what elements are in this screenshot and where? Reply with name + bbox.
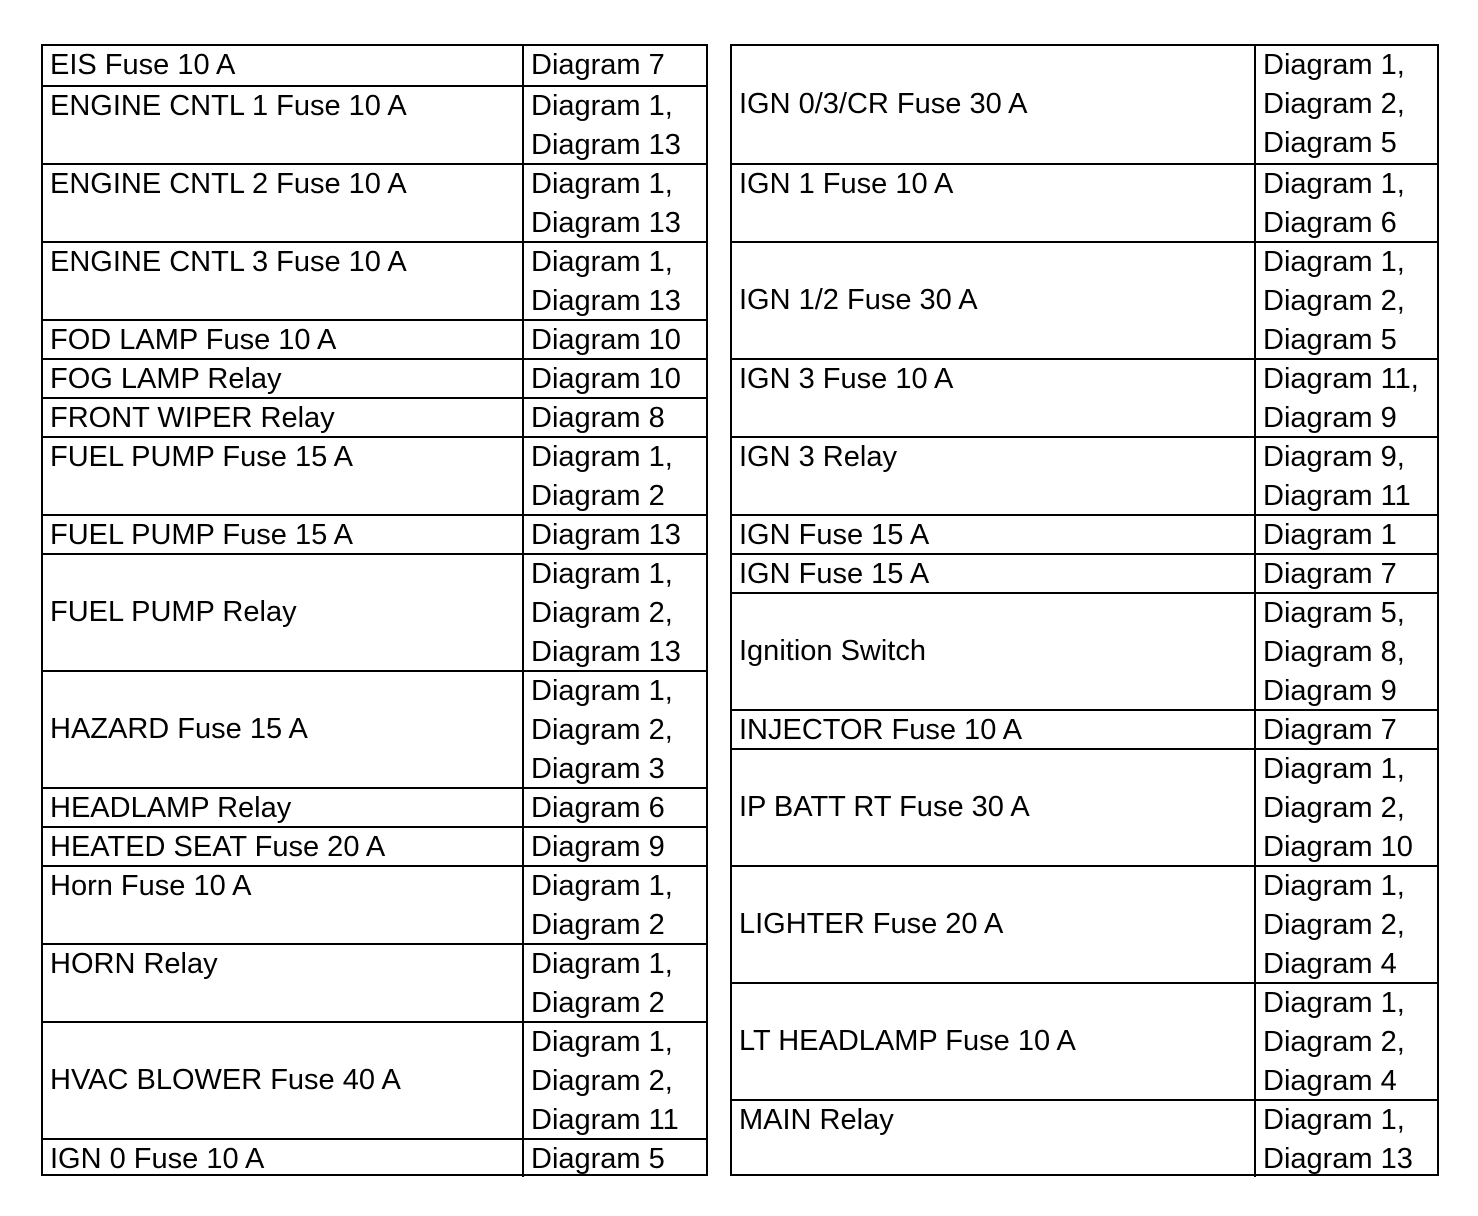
table-row xyxy=(732,436,1437,514)
diagram-ref-cell xyxy=(522,555,706,670)
diagram-ref: Diagram 5 xyxy=(1263,127,1397,159)
diagram-ref: Diagram 1, xyxy=(531,675,673,707)
table-row xyxy=(732,514,1437,553)
table-row xyxy=(732,982,1437,1099)
diagram-ref: Diagram 10 xyxy=(531,324,681,356)
diagram-ref: Diagram 1, xyxy=(531,558,673,590)
component-name-cell xyxy=(732,711,1254,748)
diagram-ref-cell xyxy=(1254,867,1437,982)
diagram-ref: Diagram 9 xyxy=(1263,402,1397,434)
diagram-ref-cell xyxy=(522,321,706,358)
diagram-ref-cell xyxy=(522,87,706,163)
component-name-cell xyxy=(43,1140,522,1177)
component-name: HAZARD Fuse 15 A xyxy=(50,713,308,745)
table-row xyxy=(43,553,706,670)
component-name-cell xyxy=(732,555,1254,592)
table-row xyxy=(732,163,1437,241)
table-row xyxy=(732,358,1437,436)
component-name: IGN 3 Fuse 10 A xyxy=(739,363,954,395)
component-name: IGN 1/2 Fuse 30 A xyxy=(739,284,978,316)
diagram-ref: Diagram 1, xyxy=(1263,246,1405,278)
diagram-ref: Diagram 1, xyxy=(1263,168,1405,200)
diagram-ref: Diagram 1, xyxy=(1263,987,1405,1019)
table-row xyxy=(43,163,706,241)
table-row xyxy=(43,787,706,826)
diagram-ref: Diagram 2, xyxy=(531,597,673,629)
table-row xyxy=(732,865,1437,982)
component-name-cell xyxy=(43,321,522,358)
diagram-ref: Diagram 1, xyxy=(531,246,673,278)
component-name-cell xyxy=(43,399,522,436)
component-name-cell xyxy=(732,46,1254,163)
component-name-cell xyxy=(43,789,522,826)
diagram-ref: Diagram 9 xyxy=(531,831,665,863)
component-name-cell xyxy=(732,1101,1254,1177)
table-row xyxy=(43,85,706,163)
table-row xyxy=(43,1021,706,1138)
diagram-ref: Diagram 4 xyxy=(1263,1065,1397,1097)
diagram-ref: Diagram 13 xyxy=(1263,1143,1413,1175)
diagram-ref: Diagram 1, xyxy=(531,168,673,200)
diagram-ref: Diagram 2, xyxy=(531,714,673,746)
diagram-ref-cell xyxy=(1254,165,1437,241)
component-name: FUEL PUMP Fuse 15 A xyxy=(50,441,354,473)
diagram-ref: Diagram 1, xyxy=(531,870,673,902)
diagram-ref-cell xyxy=(522,438,706,514)
diagram-ref-cell xyxy=(522,867,706,943)
component-name: IGN 3 Relay xyxy=(739,441,897,473)
diagram-ref: Diagram 1, xyxy=(1263,49,1405,81)
diagram-ref: Diagram 1, xyxy=(531,948,673,980)
component-name: HEATED SEAT Fuse 20 A xyxy=(50,831,386,863)
diagram-ref-cell xyxy=(1254,516,1437,553)
component-name: Horn Fuse 10 A xyxy=(50,870,252,902)
diagram-ref: Diagram 2, xyxy=(1263,285,1405,317)
component-name-cell xyxy=(732,243,1254,358)
diagram-ref: Diagram 5 xyxy=(1263,324,1397,356)
table-row xyxy=(732,592,1437,709)
component-name-cell xyxy=(43,243,522,319)
table-row xyxy=(43,397,706,436)
component-name-cell xyxy=(732,438,1254,514)
diagram-ref: Diagram 2 xyxy=(531,909,665,941)
component-name: HVAC BLOWER Fuse 40 A xyxy=(50,1064,401,1096)
diagram-ref: Diagram 3 xyxy=(531,753,665,785)
diagram-ref: Diagram 2 xyxy=(531,987,665,1019)
component-name: FOG LAMP Relay xyxy=(50,363,282,395)
table-row xyxy=(43,319,706,358)
component-name: MAIN Relay xyxy=(739,1104,894,1136)
table-row xyxy=(732,709,1437,748)
diagram-ref-cell xyxy=(522,516,706,553)
diagram-ref-cell xyxy=(1254,555,1437,592)
table-row xyxy=(43,46,706,85)
diagram-ref: Diagram 2, xyxy=(1263,88,1405,120)
component-name: ENGINE CNTL 2 Fuse 10 A xyxy=(50,168,407,200)
diagram-ref-cell xyxy=(522,1023,706,1138)
diagram-ref: Diagram 13 xyxy=(531,129,681,161)
component-name: IGN 0 Fuse 10 A xyxy=(50,1143,265,1175)
component-name-cell xyxy=(732,594,1254,709)
component-name-cell xyxy=(43,867,522,943)
diagram-ref: Diagram 13 xyxy=(531,519,681,551)
component-name-cell xyxy=(732,165,1254,241)
diagram-ref-cell xyxy=(522,1140,706,1177)
diagram-ref: Diagram 2 xyxy=(531,480,665,512)
diagram-ref: Diagram 1, xyxy=(531,1026,673,1058)
component-name-cell xyxy=(43,828,522,865)
component-name: FUEL PUMP Fuse 15 A xyxy=(50,519,354,551)
component-name: FUEL PUMP Relay xyxy=(50,596,297,628)
component-name-cell xyxy=(732,750,1254,865)
diagram-ref: Diagram 7 xyxy=(1263,714,1397,746)
diagram-ref: Diagram 1, xyxy=(1263,1104,1405,1136)
diagram-ref: Diagram 8, xyxy=(1263,636,1405,668)
table-row xyxy=(43,514,706,553)
table-row xyxy=(732,748,1437,865)
diagram-ref: Diagram 4 xyxy=(1263,948,1397,980)
diagram-ref-cell xyxy=(522,243,706,319)
diagram-ref: Diagram 2, xyxy=(531,1065,673,1097)
diagram-ref: Diagram 1 xyxy=(1263,519,1397,551)
diagram-ref: Diagram 2, xyxy=(1263,1026,1405,1058)
table-row xyxy=(732,553,1437,592)
diagram-ref: Diagram 11, xyxy=(1263,363,1419,395)
diagram-ref: Diagram 2, xyxy=(1263,909,1405,941)
diagram-ref-cell xyxy=(522,360,706,397)
diagram-ref-cell xyxy=(522,828,706,865)
diagram-ref-cell xyxy=(522,165,706,241)
component-name: IGN 0/3/CR Fuse 30 A xyxy=(739,88,1028,120)
component-name: Ignition Switch xyxy=(739,635,926,667)
table-row xyxy=(732,1099,1437,1177)
component-name-cell xyxy=(43,516,522,553)
diagram-ref: Diagram 2, xyxy=(1263,792,1405,824)
diagram-ref: Diagram 11 xyxy=(531,1104,679,1136)
diagram-ref-cell xyxy=(1254,594,1437,709)
component-name: FOD LAMP Fuse 10 A xyxy=(50,324,337,356)
table-row xyxy=(43,826,706,865)
diagram-ref: Diagram 7 xyxy=(531,49,665,81)
diagram-ref-cell xyxy=(522,789,706,826)
diagram-ref: Diagram 13 xyxy=(531,285,681,317)
diagram-ref-cell xyxy=(522,399,706,436)
table-row xyxy=(43,1138,706,1177)
diagram-ref: Diagram 5, xyxy=(1263,597,1405,629)
table-row xyxy=(43,670,706,787)
diagram-ref-cell xyxy=(1254,711,1437,748)
component-name: IGN Fuse 15 A xyxy=(739,519,930,551)
component-name-cell xyxy=(732,516,1254,553)
component-name: IGN 1 Fuse 10 A xyxy=(739,168,954,200)
component-name: ENGINE CNTL 3 Fuse 10 A xyxy=(50,246,407,278)
component-name: LT HEADLAMP Fuse 10 A xyxy=(739,1025,1076,1057)
diagram-ref: Diagram 6 xyxy=(531,792,665,824)
component-name-cell xyxy=(43,360,522,397)
diagram-ref: Diagram 1, xyxy=(531,90,673,122)
component-name-cell xyxy=(732,984,1254,1099)
component-name-cell xyxy=(732,360,1254,436)
diagram-ref: Diagram 8 xyxy=(531,402,665,434)
diagram-ref: Diagram 1, xyxy=(1263,753,1405,785)
diagram-ref: Diagram 1, xyxy=(531,441,673,473)
component-name-cell xyxy=(43,555,522,670)
table-row xyxy=(732,241,1437,358)
component-name: IGN Fuse 15 A xyxy=(739,558,930,590)
diagram-ref-cell xyxy=(1254,46,1437,163)
component-name: HEADLAMP Relay xyxy=(50,792,292,824)
diagram-ref: Diagram 9 xyxy=(1263,675,1397,707)
component-name-cell xyxy=(43,1023,522,1138)
right-fuse-table xyxy=(730,44,1439,1176)
table-row xyxy=(43,943,706,1021)
diagram-ref-cell xyxy=(1254,243,1437,358)
component-name: HORN Relay xyxy=(50,948,218,980)
component-name: FRONT WIPER Relay xyxy=(50,402,335,434)
diagram-ref: Diagram 10 xyxy=(531,363,681,395)
table-row xyxy=(43,241,706,319)
diagram-ref: Diagram 9, xyxy=(1263,441,1405,473)
diagram-ref: Diagram 13 xyxy=(531,207,681,239)
component-name: LIGHTER Fuse 20 A xyxy=(739,908,1004,940)
component-name-cell xyxy=(43,672,522,787)
component-name-cell xyxy=(732,867,1254,982)
component-name-cell xyxy=(43,87,522,163)
diagram-ref-cell xyxy=(1254,984,1437,1099)
diagram-ref-cell xyxy=(1254,360,1437,436)
component-name-cell xyxy=(43,945,522,1021)
component-name-cell xyxy=(43,438,522,514)
diagram-ref: Diagram 10 xyxy=(1263,831,1413,863)
table-row xyxy=(43,865,706,943)
diagram-ref: Diagram 1, xyxy=(1263,870,1405,902)
diagram-ref-cell xyxy=(1254,750,1437,865)
diagram-ref: Diagram 13 xyxy=(531,636,681,668)
component-name-cell xyxy=(43,165,522,241)
diagram-ref: Diagram 7 xyxy=(1263,558,1397,590)
component-name-cell xyxy=(43,46,522,85)
diagram-ref-cell xyxy=(522,672,706,787)
table-row xyxy=(43,436,706,514)
diagram-ref: Diagram 6 xyxy=(1263,207,1397,239)
diagram-ref-cell xyxy=(522,46,706,85)
component-name: ENGINE CNTL 1 Fuse 10 A xyxy=(50,90,407,122)
left-fuse-table xyxy=(41,44,708,1176)
component-name: IP BATT RT Fuse 30 A xyxy=(739,791,1030,823)
diagram-ref-cell xyxy=(1254,438,1437,514)
component-name: INJECTOR Fuse 10 A xyxy=(739,714,1023,746)
diagram-ref: Diagram 5 xyxy=(531,1143,665,1175)
component-name: EIS Fuse 10 A xyxy=(50,49,236,81)
table-row xyxy=(732,46,1437,163)
table-row xyxy=(43,358,706,397)
diagram-ref-cell xyxy=(1254,1101,1437,1177)
diagram-ref: Diagram 11 xyxy=(1263,480,1411,512)
diagram-ref-cell xyxy=(522,945,706,1021)
